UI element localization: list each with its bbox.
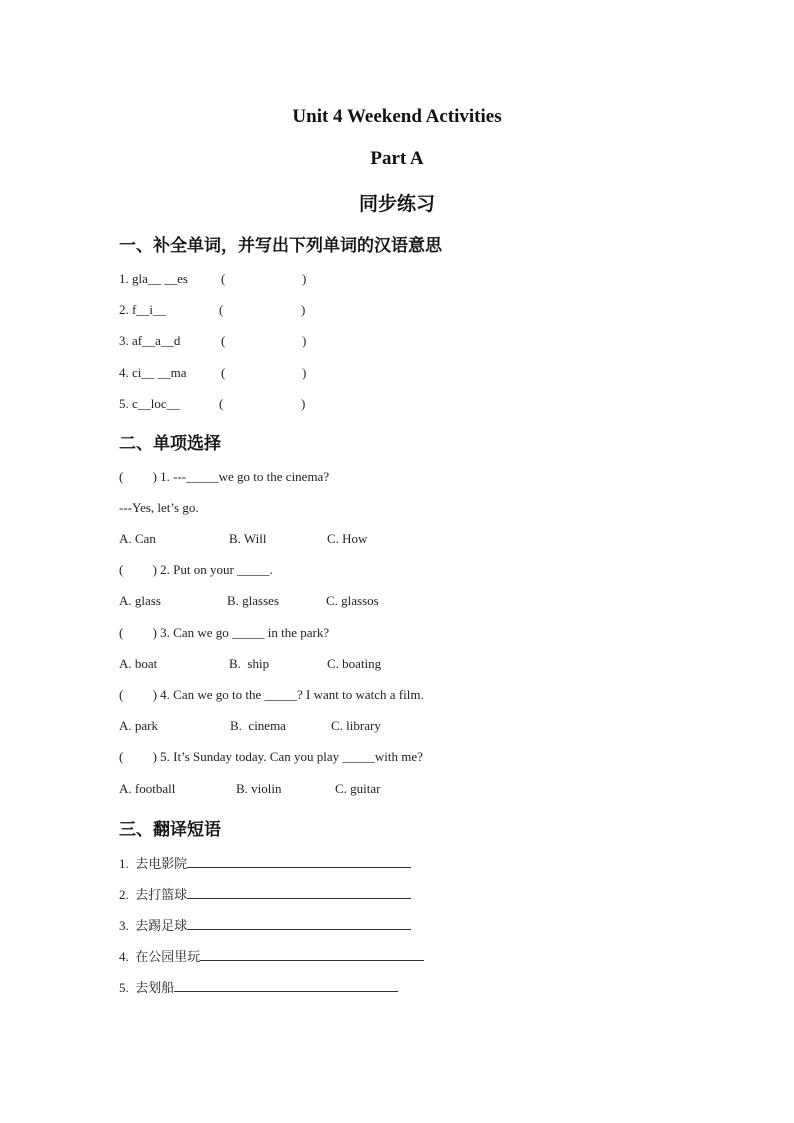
translate-item [119,946,424,965]
paren-open: ( [221,333,226,348]
translate-item [119,915,411,934]
paren-close: ) [302,333,307,348]
word-prompt: 4. ci__ __ma [119,365,187,380]
option-b: B. violin [236,781,282,796]
word-prompt: 1. gla__ __es [119,271,188,286]
phrase-text: 去电影院 [135,857,188,872]
question-stem: ( ) 5. It’s Sunday today. Can you play _____with me? [119,749,423,764]
word-prompt: 5. c__loc__ [119,396,180,411]
paren-close: ) [302,271,307,286]
option-a: A. football [119,781,176,796]
option-b: B. glasses [227,593,279,608]
word-prompt: 3. af__a__d [119,333,181,348]
answer-line [174,979,398,992]
paren-open: ( [221,271,226,286]
option-c: C. How [327,531,368,546]
option-a: A. Can [119,531,156,546]
answer-line [187,886,411,899]
part-title: Part A [370,148,424,169]
question-stem: ( ) 4. Can we go to the _____? I want to watch a film. [119,687,424,702]
worksheet-subtitle: 同步练习 [358,193,435,215]
paren-close: ) [301,396,306,411]
question-stem: ( ) 2. Put on your _____. [119,562,273,577]
question-stem: ( ) 1. ---_____we go to the cinema? [119,469,330,484]
paren-open: ( [221,365,226,380]
answer-line [200,948,424,961]
paren-close: ) [302,365,307,380]
item-number: 4. [119,949,129,964]
option-b: B. ship [229,656,270,671]
option-c: C. glassos [326,593,379,608]
question-reply: ---Yes, let’s go. [119,500,199,515]
translate-item [119,977,398,996]
phrase-text: 在公园里玩 [135,950,201,965]
paren-open: ( [219,302,224,317]
worksheet-title: Unit 4 Weekend Activities [292,106,502,127]
phrase-text: 去打篮球 [135,888,188,903]
option-c: C. boating [327,656,382,671]
option-a: A. park [119,718,158,733]
option-a: A. glass [119,593,161,608]
option-c: C. guitar [335,781,381,796]
answer-line [187,855,411,868]
option-c: C. library [331,718,381,733]
item-number: 3. [119,918,129,933]
option-b: B. Will [229,531,267,546]
translate-item [119,884,411,903]
item-number: 5. [119,980,129,995]
word-prompt: 2. f__i__ [119,302,166,317]
section3-heading: 三、翻译短语 [119,820,221,840]
answer-line [187,917,411,930]
section2-heading: 二、单项选择 [119,434,221,454]
section1-heading: 一、补全单词，并写出下列单词的汉语意思 [119,236,442,256]
question-stem: ( ) 3. Can we go _____ in the park? [119,625,330,640]
option-a: A. boat [119,656,158,671]
item-number: 2. [119,887,129,902]
paren-close: ) [301,302,306,317]
option-b: B. cinema [230,718,286,733]
phrase-text: 去踢足球 [135,919,188,934]
translate-item [119,853,411,872]
phrase-text: 去划船 [135,981,175,996]
paren-open: ( [219,396,224,411]
item-number: 1. [119,856,129,871]
